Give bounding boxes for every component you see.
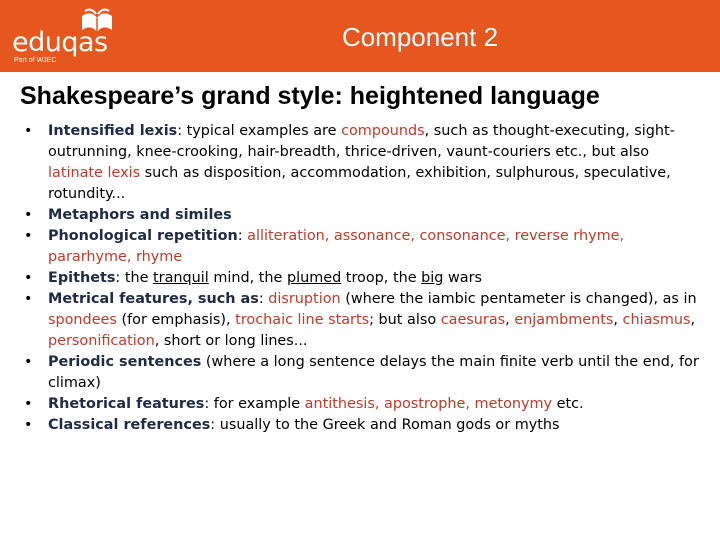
term: Classical references	[48, 417, 211, 433]
logo-text: eduqas	[12, 27, 108, 58]
bullet-icon: •	[24, 417, 33, 433]
text: such as disposition, accommodation, exhibition, sulphurous, speculative, rotundity...	[48, 165, 671, 202]
bullet-list	[20, 121, 702, 436]
highlight: spondees	[48, 312, 117, 328]
bullet-icon: •	[24, 123, 33, 139]
slide-heading: Shakespeare’s grand style: heightened language	[20, 82, 600, 110]
term: Metrical features, such as	[48, 291, 259, 307]
text: ,	[613, 312, 623, 328]
list-item	[20, 121, 702, 205]
text: : typical examples are	[177, 123, 342, 139]
text: (where the iambic pentameter is changed), as in	[340, 291, 697, 307]
list-item	[20, 205, 702, 226]
eduqas-logo	[12, 8, 122, 68]
component-title: Component 2	[341, 22, 499, 52]
list-item	[20, 226, 702, 268]
text: : the	[115, 270, 154, 286]
highlight: chiasmus	[622, 312, 691, 328]
text: ,	[505, 312, 515, 328]
list-item	[20, 352, 702, 394]
text: ; but also	[369, 312, 441, 328]
text: mind, the	[208, 270, 287, 286]
bullet-icon: •	[24, 354, 33, 370]
text: troop, the	[341, 270, 422, 286]
text: : for example	[204, 396, 305, 412]
list-item	[20, 268, 702, 289]
text: , short or long lines...	[154, 333, 308, 349]
logo-subtext: Part of WJEC	[14, 57, 57, 64]
list-item	[20, 394, 702, 415]
highlight: enjambments	[514, 312, 614, 328]
header-bar	[0, 0, 720, 72]
text: etc.	[552, 396, 584, 412]
bullet-icon: •	[24, 291, 33, 307]
term: Periodic sentences	[48, 354, 202, 370]
underlined-word: tranquil	[153, 270, 209, 286]
text: wars	[443, 270, 482, 286]
highlight: disruption	[268, 291, 341, 307]
text: (for emphasis),	[116, 312, 236, 328]
bullet-icon: •	[24, 396, 33, 412]
text: :	[237, 228, 248, 244]
text: ,	[690, 312, 696, 328]
term: Metaphors and similes	[48, 207, 232, 223]
text: , such as thought-executing, sight-outrunning, knee-crooking, hair-breadth, thrice-driven, vaunt-couriers etc., but also	[48, 123, 675, 160]
term: Phonological repetition	[48, 228, 238, 244]
list-item	[20, 289, 702, 352]
highlight: latinate lexis	[48, 165, 141, 181]
term: Epithets	[48, 270, 116, 286]
list-item	[20, 415, 702, 436]
bullet-icon: •	[24, 270, 33, 286]
text: (where a long sentence delays the main finite verb until the end, for climax)	[48, 354, 699, 391]
highlight: caesuras	[440, 312, 506, 328]
underlined-word: big	[421, 270, 444, 286]
bullet-icon: •	[24, 228, 33, 244]
highlight: antithesis, apostrophe, metonymy	[304, 396, 553, 412]
text: : usually to the Greek and Roman gods or myths	[210, 417, 560, 433]
term: Rhetorical features	[48, 396, 205, 412]
text: :	[258, 291, 269, 307]
highlight: trochaic line starts	[235, 312, 370, 328]
bullet-icon: •	[24, 207, 33, 223]
term: Intensified lexis	[48, 123, 178, 139]
highlight: alliteration, assonance, consonance, reverse rhyme, pararhyme, rhyme	[48, 228, 625, 265]
underlined-word: plumed	[286, 270, 342, 286]
highlight: compounds	[341, 123, 425, 139]
highlight: personification	[48, 333, 155, 349]
